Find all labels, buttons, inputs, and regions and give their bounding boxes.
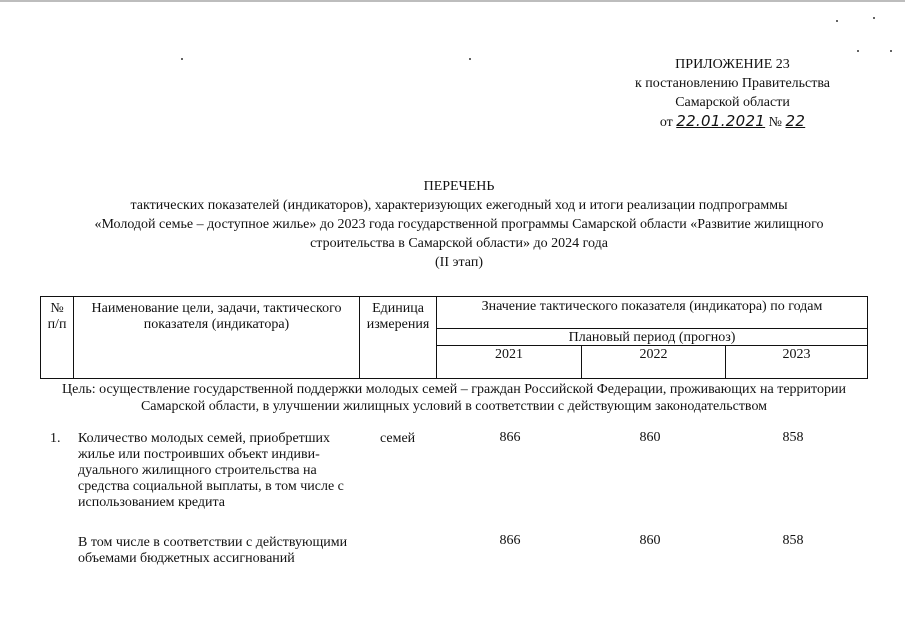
- number-prefix: №: [768, 115, 782, 130]
- scan-edge: [0, 0, 905, 2]
- col-header-num: № п/п: [47, 301, 67, 332]
- row-number: 1.: [50, 431, 61, 446]
- annex-title: ПРИЛОЖЕНИЕ 23: [675, 57, 790, 72]
- annex-line-1: к постановлению Правительства: [634, 76, 831, 91]
- row-value-2022: 860: [639, 533, 661, 548]
- annex-line-2: Самарской области: [675, 95, 790, 110]
- col-header-values: Значение тактического показателя (индикатора) по годам: [481, 299, 823, 314]
- row-indicator-name: Количество молодых семей, приобретших жилье или построивших объект индиви- дуального жилищного строительства на средства социальной выплаты, в том числе с использованием кредита: [78, 431, 344, 510]
- col-header-unit: Единица измерения: [366, 301, 430, 332]
- document-heading: [40, 177, 878, 272]
- heading-line: (II этап): [435, 255, 483, 270]
- row-value-2023: 858: [782, 430, 804, 445]
- col-header-planned: Плановый период (прогноз): [568, 330, 736, 345]
- row-value-2023: 858: [782, 533, 804, 548]
- row-value-2021: 866: [499, 533, 521, 548]
- row-value-2022: 860: [639, 430, 661, 445]
- heading-line: «Молодой семье – доступное жилье» до 2023 года государственной программы Самарской области «Развитие жилищного: [94, 217, 824, 232]
- heading-line: строительства в Самарской области» до 2024 года: [310, 236, 608, 251]
- annex-header: [600, 55, 865, 131]
- goal-statement: [40, 381, 868, 415]
- date-prefix: от: [659, 115, 673, 130]
- scan-speck: [857, 50, 859, 52]
- heading-line: тактических показателей (индикаторов), характеризующих ежегодный ход и итоги реализации подпрограммы: [130, 198, 788, 213]
- row-unit: семей: [380, 431, 416, 446]
- indicator-table-header: [40, 296, 868, 379]
- handwritten-number: 22: [785, 112, 806, 130]
- row-divider: [436, 328, 867, 329]
- col-header-year: 2022: [639, 347, 668, 362]
- goal-line: Самарской области, в улучшении жилищных условий в соответствии с действующим законодательством: [140, 399, 768, 414]
- annex-date-line: [600, 112, 865, 131]
- scan-speck: [469, 58, 471, 60]
- scan-speck: [873, 17, 875, 19]
- row-value-2021: 866: [499, 430, 521, 445]
- col-header-year: 2023: [782, 347, 811, 362]
- col-header-year: 2021: [495, 347, 523, 362]
- row-indicator-name: В том числе в соответствии с действующими объемами бюджетных ассигнований: [78, 535, 348, 566]
- goal-line: Цель: осуществление государственной поддержки молодых семей – граждан Российской Федерации, проживающих на территории: [62, 382, 846, 397]
- handwritten-date: 22.01.2021: [676, 112, 766, 130]
- col-header-name: Наименование цели, задачи, тактического показателя (индикатора): [91, 301, 342, 332]
- scan-speck: [181, 58, 183, 60]
- scan-speck: [890, 50, 892, 52]
- document-title: ПЕРЕЧЕНЬ: [423, 179, 495, 194]
- scan-speck: [836, 20, 838, 22]
